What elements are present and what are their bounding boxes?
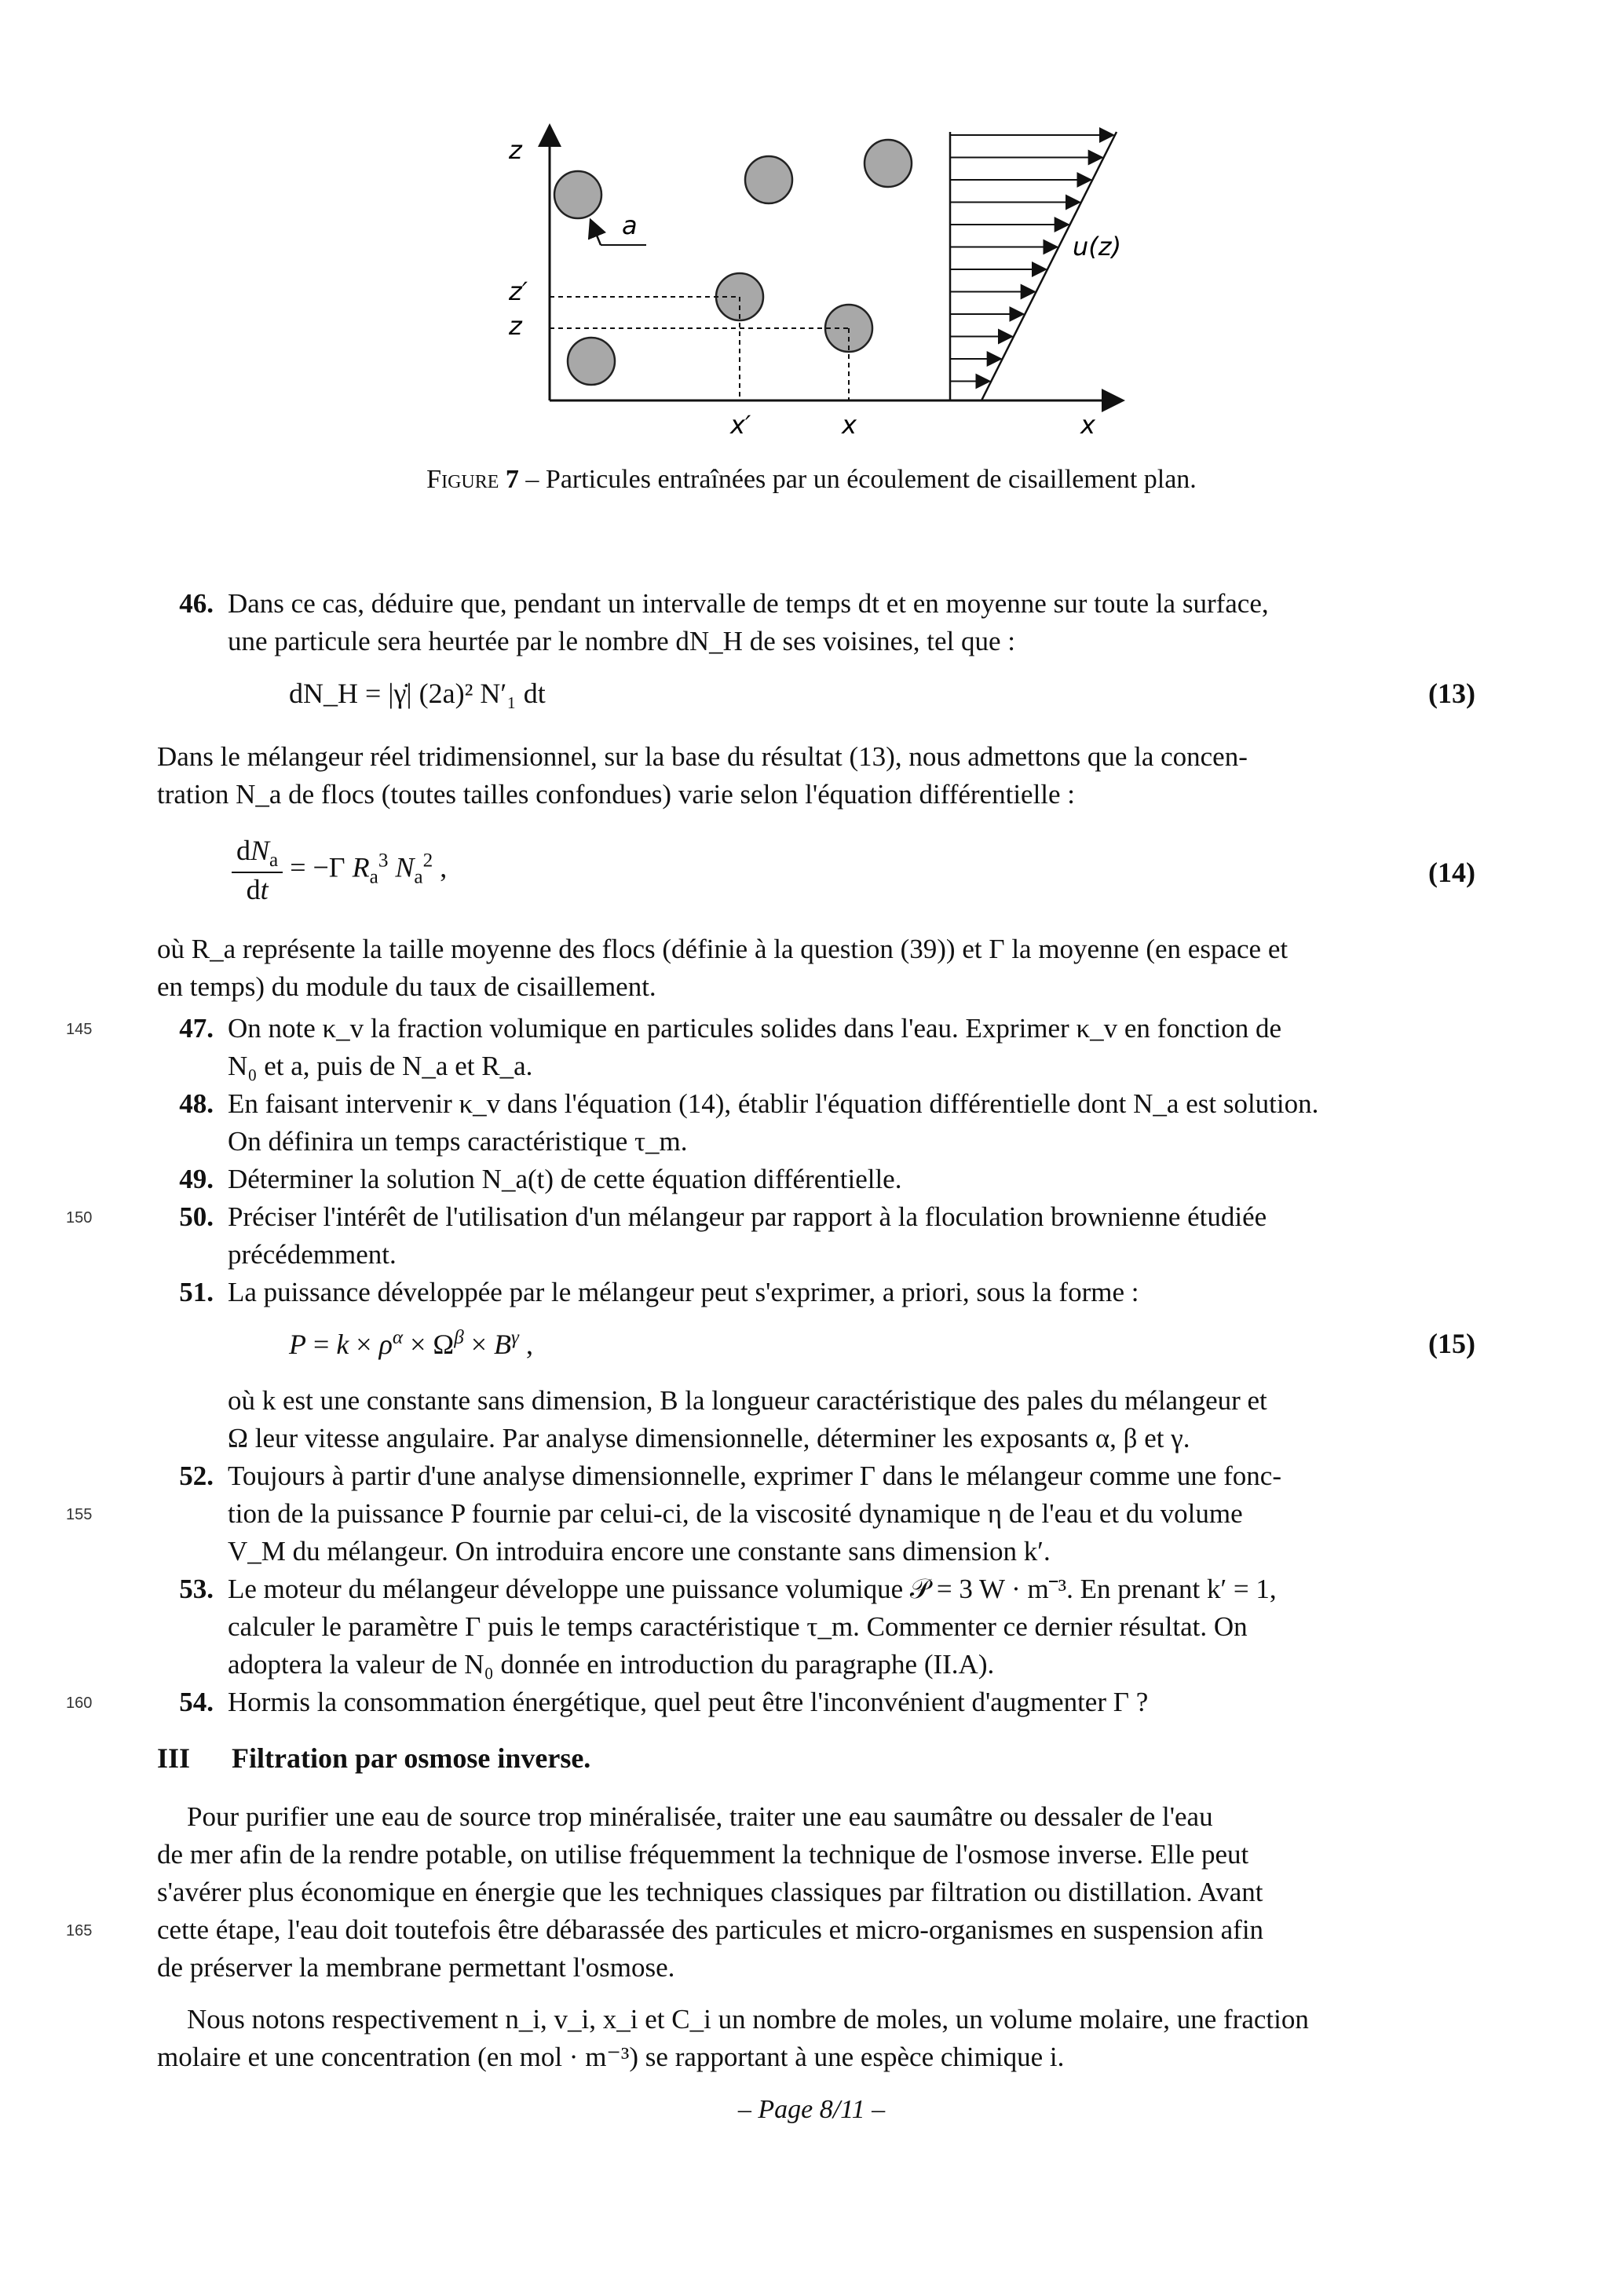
particle: [745, 156, 792, 203]
equation-15: $P = k \times \rho^\alpha \times \Omega^\beta \times B^\gamma$ ,: [289, 1327, 533, 1360]
label-z: z: [509, 311, 522, 341]
equation-13-number: (13): [1428, 678, 1475, 709]
para-14-line1: Dans le mélangeur réel tridimensionnel, sur la base du résultat (13), nous admettons que la concen-: [157, 741, 1248, 772]
equation-14: $\frac{dN_a}{dt}$ = −Γ $R_a^3$ $N_a^2$ ,: [232, 834, 447, 906]
q47-line2: N₀ et a, puis de N_a et R_a.: [228, 1051, 533, 1081]
figure-7-diagram: [503, 118, 1131, 448]
q53-line3: adoptera la valeur de N₀ donnée en introduction du paragraphe (II.A).: [228, 1649, 995, 1680]
intro-line2: de mer afin de la rendre potable, on utilise fréquemment la technique de l'osmose inverse. Elle peut: [157, 1839, 1249, 1870]
particle: [865, 140, 912, 187]
page-footer: – Page 8/11 –: [737, 2095, 886, 2124]
section-roman: III: [157, 1742, 191, 1774]
q54-line1: 54. Hormis la consommation énergétique, quel peut être l'inconvénient d'augmenter Γ ?: [179, 1687, 1149, 1717]
notation-line1: Nous notons respectivement n_i, v_i, x_i et C_i un nombre de moles, un volume molaire, une fraction: [187, 2004, 1309, 2035]
particle: [554, 171, 601, 218]
label-x: x: [842, 410, 857, 440]
section-title: Filtration par osmose inverse.: [232, 1742, 591, 1774]
label-a: a: [622, 210, 638, 240]
q50-line1: 50. Préciser l'intérêt de l'utilisation d'un mélangeur par rapport à la floculation brownienne étudiée: [179, 1201, 1267, 1232]
intro-line3: s'avérer plus économique en énergie que les techniques classiques par filtration ou distillation. Avant: [157, 1877, 1263, 1907]
section-heading: [157, 1742, 590, 1775]
label-u-z: u(z): [1073, 232, 1122, 261]
q46-line1: 46. Dans ce cas, déduire que, pendant un intervalle de temps dt et en moyenne sur toute la surface,: [157, 585, 1476, 623]
q47-line1: 47. On note κ_v la fraction volumique en particules solides dans l'eau. Exprimer κ_v en fonction de: [179, 1013, 1282, 1044]
equation-13: dN_H = |γ̇| (2a)² N′₁ dt: [289, 678, 546, 709]
intro-line5: de préserver la membrane permettant l'osmose.: [157, 1952, 675, 1983]
intro-line4: cette étape, l'eau doit toutefois être débarassée des particules et micro-organismes en suspension afin: [157, 1914, 1264, 1945]
line-number-165: 165: [66, 1922, 93, 1940]
line-number-160: 160: [66, 1695, 93, 1712]
q46-number: 46.: [179, 588, 214, 619]
particle: [568, 338, 615, 385]
line-number-150: 150: [66, 1209, 93, 1227]
para-14-after2: en temps) du module du taux de cisaillement.: [157, 971, 656, 1002]
q49-line1: 49. Déterminer la solution N_a(t) de cette équation différentielle.: [179, 1164, 902, 1194]
radius-a-arrow-head: [590, 220, 601, 245]
q53-line1: 53. Le moteur du mélangeur développe une puissance volumique 𝒫 = 3 W · m⁻³. En prenant k′ = 1,: [179, 1574, 1277, 1604]
equation-15-number: (15): [1428, 1328, 1475, 1359]
para-14-after1: où R_a représente la taille moyenne des flocs (définie à la question (39)) et Γ la moyenne (en espace et: [157, 934, 1289, 964]
notation-line2: molaire et une concentration (en mol · m⁻³) se rapportant à une espèce chimique i.: [157, 2042, 1065, 2072]
intro-line1: Pour purifier une eau de source trop minéralisée, traiter une eau saumâtre ou dessaler de l'eau: [187, 1801, 1213, 1832]
q50-line2: précédemment.: [228, 1239, 397, 1270]
line-number-145: 145: [66, 1021, 93, 1038]
q52-line3: V_M du mélangeur. On introduira encore une constante sans dimension k′.: [228, 1536, 1051, 1567]
q46-line2: une particule sera heurtée par le nombre dN_H de ses voisines, tel que :: [228, 626, 1015, 656]
caption-prefix: Figure: [426, 465, 499, 494]
label-x-prime: x′: [730, 410, 751, 440]
profile-line: [981, 132, 1117, 400]
caption-number: 7: [505, 465, 519, 494]
q52-line2: tion de la puissance P fournie par celui-ci, de la viscosité dynamique η de l'eau et du volume: [228, 1498, 1243, 1529]
q53-line2: calculer le paramètre Γ puis le temps caractéristique τ_m. Commenter ce dernier résultat. On: [228, 1611, 1248, 1642]
q52-line1: 52. Toujours à partir d'une analyse dimensionnelle, exprimer Γ dans le mélangeur comme une fonc-: [179, 1461, 1281, 1491]
equation-14-number: (14): [1428, 857, 1475, 888]
label-z-axis: z: [509, 135, 522, 165]
q48-line1: 48. En faisant intervenir κ_v dans l'équation (14), établir l'équation différentielle dont N_a est solution.: [179, 1088, 1319, 1119]
line-number-155: 155: [66, 1506, 93, 1523]
q48-line2: On définira un temps caractéristique τ_m.: [228, 1126, 688, 1157]
label-z-prime: z′: [509, 276, 528, 306]
q51-line1: 51. La puissance développée par le mélangeur peut s'exprimer, a priori, sous la forme :: [179, 1277, 1139, 1307]
para-14-line2: tration N_a de flocs (toutes tailles confondues) varie selon l'équation différentielle :: [157, 779, 1076, 810]
caption-text: – Particules entraînées par un écoulement de cisaillement plan.: [525, 465, 1197, 494]
label-x-axis: x: [1080, 410, 1095, 440]
q51-after2: Ω leur vitesse angulaire. Par analyse dimensionnelle, déterminer les exposants α, β et γ.: [228, 1423, 1190, 1453]
figure-caption: [0, 465, 1623, 495]
q51-after1: où k est une constante sans dimension, B la longueur caractéristique des pales du mélangeur et: [228, 1385, 1267, 1416]
